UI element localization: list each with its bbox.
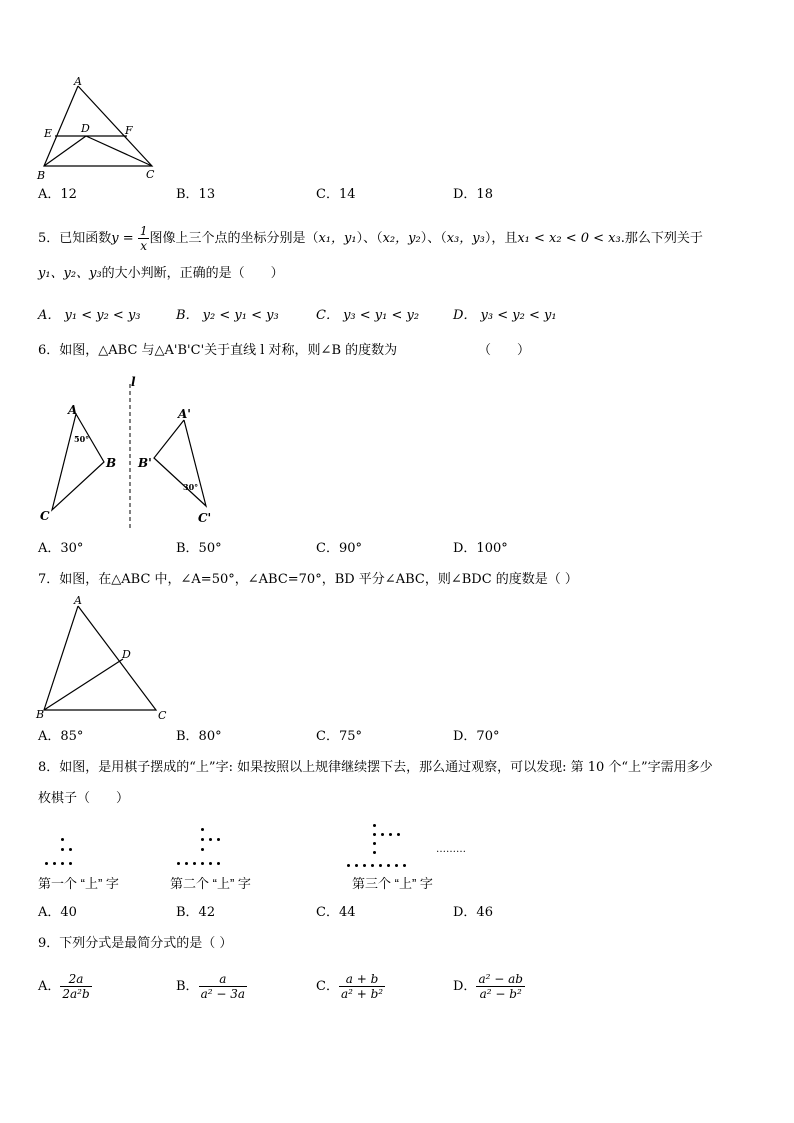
- q7-option-c[interactable]: C．75°: [316, 729, 362, 744]
- q6-option-b[interactable]: B．50°: [176, 541, 222, 556]
- q5-vars: y₁、y₂、y₃: [38, 266, 102, 281]
- chess-piece: [201, 838, 204, 841]
- q6-angle-50: 50°: [74, 434, 90, 444]
- q8-caption-2: 第二个 “上” 字: [170, 876, 251, 891]
- q9-option-b-label: B．: [176, 979, 199, 994]
- q8-stem-line1: 8．如图，是用棋子摆成的“上”字: 如果按照以上规律继续摆下去，那么通过观察，可以发现: 第 10 个“上”字需用多少: [38, 760, 713, 775]
- q8-pattern-1: [40, 834, 86, 868]
- q7-option-d[interactable]: D．70°: [453, 729, 500, 744]
- q6-label-l: l: [131, 375, 136, 389]
- q6-symmetry-figure: [34, 372, 224, 532]
- q5-condition: x₁ < x₂ < 0 < x₃: [517, 231, 621, 246]
- q9-option-a-fraction: $\frac{2a}{\text{2a²b}}$: [62, 972, 90, 1001]
- chess-piece: [185, 862, 188, 865]
- q7-option-a[interactable]: A．85°: [38, 729, 84, 744]
- q7-triangle-figure: [34, 592, 174, 724]
- q5-mid: 图像上三个点的坐标分别是（: [149, 231, 319, 246]
- q4-option-c[interactable]: C．14: [316, 187, 356, 202]
- q5-option-a[interactable]: A． y₁ < y₂ < y₃: [38, 308, 141, 323]
- chess-piece: [201, 828, 204, 831]
- q9-option-a-label: A．: [38, 979, 61, 994]
- q5-func-y: y: [111, 231, 119, 246]
- q4-triangle-figure: [34, 74, 164, 182]
- q9-option-d-label: D．: [453, 979, 477, 994]
- q8-caption-1: 第一个 “上” 字: [38, 876, 119, 891]
- q6-stem: 6．如图，△ABC 与△A'B'C'关于直线 l 对称，则∠B 的度数为: [38, 343, 398, 358]
- chess-piece: [397, 833, 400, 836]
- q8-pattern-3: [342, 820, 412, 870]
- chess-piece: [61, 838, 64, 841]
- chess-piece: [53, 862, 56, 865]
- q4-option-b[interactable]: B．13: [176, 187, 216, 202]
- q4-label-e: E: [44, 127, 53, 140]
- q5-option-d[interactable]: D． y₃ < y₂ < y₁: [453, 308, 557, 323]
- q8-stem-line2: 枚棋子（ ）: [38, 791, 130, 806]
- q5-fraction: $\frac{1}{x}$: [139, 224, 148, 253]
- q8-option-b[interactable]: B．42: [176, 905, 216, 920]
- chess-piece: [201, 862, 204, 865]
- q5-prefix: 5．已知函数: [38, 231, 112, 246]
- q7-label-c: C: [158, 709, 167, 722]
- chess-piece: [363, 864, 366, 867]
- q9-option-b[interactable]: [176, 972, 247, 1001]
- q7-option-b[interactable]: B．80°: [176, 729, 222, 744]
- q8-option-d[interactable]: D．46: [453, 905, 493, 920]
- q5-point3: x₃，y₃: [446, 231, 485, 246]
- q5-option-b[interactable]: B． y₂ < y₁ < y₃: [176, 308, 279, 323]
- q9-stem: 9．下列分式是最简分式的是（ ）: [38, 936, 233, 951]
- q5-stem-line1: 5．已知函数y = $\frac{1}{x}$ 图像上三个点的坐标分别是（x₁，y₁）、（x₂，y₂）、（x₃，y₃），且x₁ < x₂ < 0 < x₃.那么下列关于: [38, 224, 703, 253]
- q4-label-b: B: [37, 169, 46, 182]
- q7-label-d: D: [122, 648, 131, 661]
- q9-option-c-label: C．: [316, 979, 339, 994]
- q6-label-b: B: [106, 456, 117, 470]
- chess-piece: [389, 833, 392, 836]
- q4-label-d: D: [81, 122, 90, 135]
- chess-piece: [61, 862, 64, 865]
- chess-piece: [347, 864, 350, 867]
- q5-func-eq: =: [118, 231, 138, 246]
- chess-piece: [387, 864, 390, 867]
- q6-label-a: A: [68, 403, 78, 417]
- chess-piece: [193, 862, 196, 865]
- q8-ellipsis: ………: [436, 844, 466, 855]
- chess-piece: [69, 862, 72, 865]
- q5-stem-line2: y₁、y₂、y₃的大小判断，正确的是（ ）: [38, 266, 284, 281]
- q4-label-a: A: [74, 75, 82, 88]
- q8-option-c[interactable]: C．44: [316, 905, 356, 920]
- chess-piece: [373, 833, 376, 836]
- q9-option-b-fraction: $\frac{a}{\text{a² − 3a}}$: [200, 972, 245, 1001]
- q4-option-d[interactable]: D．18: [453, 187, 493, 202]
- chess-piece: [373, 842, 376, 845]
- q6-label-a-prime: A': [178, 407, 191, 421]
- chess-piece: [373, 824, 376, 827]
- chess-piece: [355, 864, 358, 867]
- q6-label-c-prime: C': [198, 511, 212, 525]
- q9-option-d[interactable]: [453, 972, 525, 1001]
- q6-option-d[interactable]: D．100°: [453, 541, 508, 556]
- chess-piece: [61, 848, 64, 851]
- q6-label-c: C: [40, 509, 50, 523]
- chess-piece: [69, 848, 72, 851]
- chess-piece: [201, 848, 204, 851]
- chess-piece: [45, 862, 48, 865]
- q5-point1: x₁，y₁: [318, 231, 357, 246]
- chess-piece: [209, 862, 212, 865]
- q4-option-a[interactable]: A．12: [38, 187, 77, 202]
- q9-option-a[interactable]: [38, 972, 92, 1001]
- q4-label-c: C: [146, 168, 155, 181]
- q5-point2: x₂，y₂: [382, 231, 421, 246]
- chess-piece: [403, 864, 406, 867]
- chess-piece: [373, 851, 376, 854]
- q4-label-f: F: [125, 124, 133, 137]
- q8-pattern-2: [172, 826, 232, 868]
- chess-piece: [217, 838, 220, 841]
- chess-piece: [381, 833, 384, 836]
- chess-piece: [379, 864, 382, 867]
- q8-caption-3: 第三个 “上” 字: [352, 876, 433, 891]
- q6-option-c[interactable]: C．90°: [316, 541, 362, 556]
- q5-option-c[interactable]: C． y₃ < y₁ < y₂: [316, 308, 420, 323]
- q9-option-d-fraction: $\frac{\text{a² − ab}}{\text{a² − b²}}$: [478, 972, 523, 1001]
- q8-option-a[interactable]: A．40: [38, 905, 77, 920]
- q9-option-c-fraction: $\frac{a + b}{\text{a² + b²}}$: [340, 972, 384, 1001]
- chess-piece: [371, 864, 374, 867]
- chess-piece: [217, 862, 220, 865]
- q6-angle-30: 30°: [183, 482, 199, 492]
- q6-option-a[interactable]: A．30°: [38, 541, 84, 556]
- q6-label-b-prime: B': [138, 456, 152, 470]
- q7-label-b: B: [36, 708, 45, 721]
- chess-piece: [395, 864, 398, 867]
- q6-answer-paren: （ ）: [478, 343, 531, 358]
- chess-piece: [209, 838, 212, 841]
- chess-piece: [177, 862, 180, 865]
- q7-label-a: A: [74, 594, 82, 607]
- q7-stem: 7．如图，在△ABC 中，∠A=50°，∠ABC=70°，BD 平分∠ABC，则∠BDC 的度数是（ ）: [38, 572, 578, 587]
- q9-option-c[interactable]: [316, 972, 385, 1001]
